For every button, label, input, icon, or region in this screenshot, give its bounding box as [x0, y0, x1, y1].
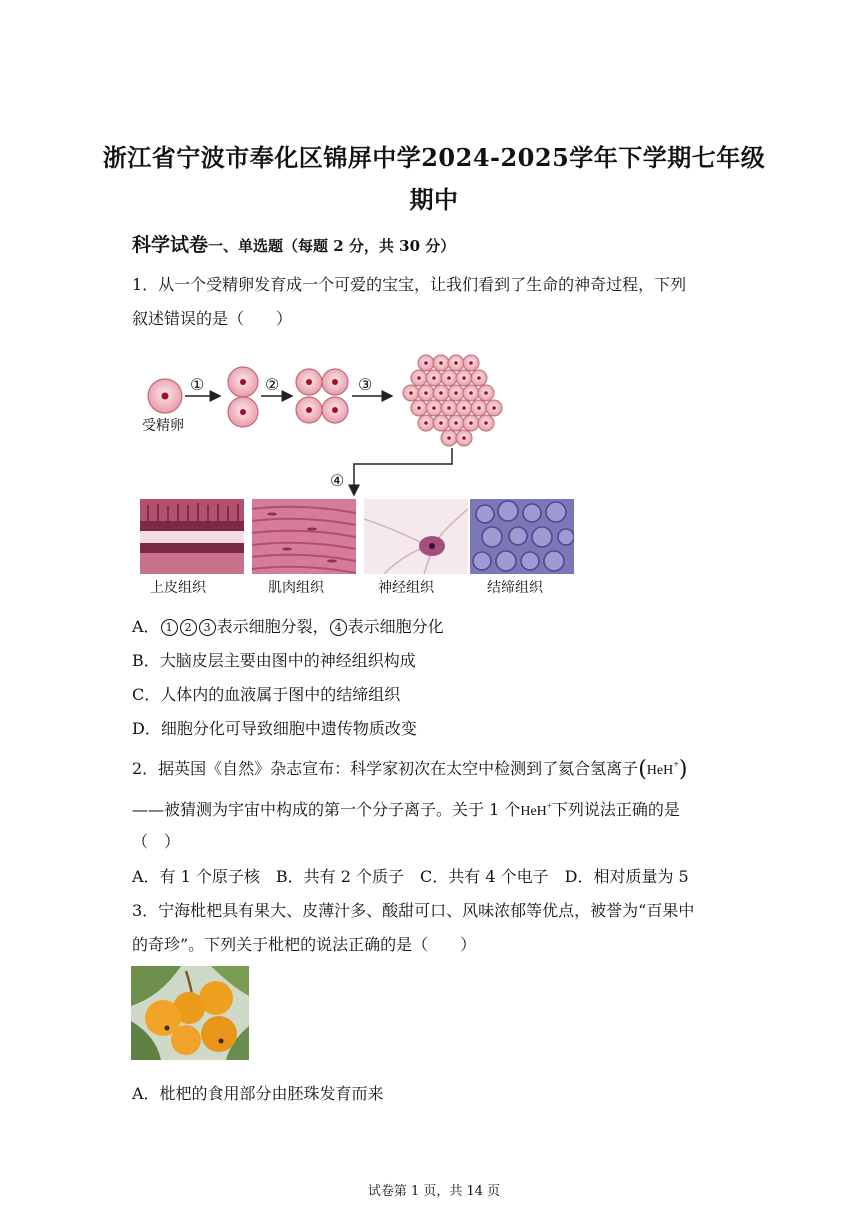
- q1-option-a[interactable]: [132, 614, 444, 637]
- q1-option-d[interactable]: D．细胞分化可导致细胞中遗传物质改变: [132, 719, 417, 738]
- section-note: （每题 2 分，共 30 分）: [283, 237, 456, 255]
- q2-stem-line1: [132, 756, 687, 782]
- document-title-line2: 期中: [409, 185, 459, 214]
- q3-stem-line1: 3．宁海枇杷具有果大、皮薄汁多、酸甜可口、风味浓郁等优点，被誉为“百果中: [132, 901, 695, 920]
- circle-num-1: 1: [161, 619, 178, 636]
- connective-tissue-image: [470, 499, 574, 574]
- muscle-tissue-image: [252, 499, 356, 574]
- nerve-tissue-image: [364, 499, 468, 574]
- q1-option-b[interactable]: B．大脑皮层主要由图中的神经组织构成: [132, 651, 416, 670]
- two-cell-stage: [228, 367, 258, 427]
- zygote-label: 受精卵: [142, 418, 184, 434]
- four-cell-stage: [296, 369, 348, 423]
- formula-charge-inline: +: [546, 800, 552, 811]
- step3-label: ③: [358, 375, 373, 394]
- step4-label: ④: [330, 471, 345, 490]
- paren-close: ): [678, 757, 688, 782]
- circle-num-3: 3: [199, 619, 216, 636]
- option-a-mid: 表示细胞分裂，: [216, 617, 329, 636]
- document-title-line1: 浙江省宁波市奉化区锦屏中学2024-2025学年下学期七年级: [102, 143, 766, 172]
- step1-label: ①: [190, 375, 205, 394]
- paren-open: (: [638, 757, 647, 782]
- option-a-end: 表示细胞分化: [347, 617, 444, 636]
- q3-stem-line2: 的奇珍”。下列关于枇杷的说法正确的是（ ）: [132, 935, 477, 954]
- section-heading: [132, 230, 455, 257]
- q2-stem-text2a: ——被猜测为宇宙中构成的第一个分子离子。关于 1 个: [132, 800, 521, 819]
- tissue-label-epithelial: 上皮组织: [150, 580, 206, 596]
- q2-stem-line2: [132, 797, 680, 820]
- tissue-label-connective: 结缔组织: [487, 580, 543, 596]
- section-prefix: 科学试卷: [132, 234, 209, 256]
- cell-cluster: [403, 355, 502, 446]
- formula-heh-inline: HeH: [520, 804, 547, 819]
- q1-stem-line1: 1．从一个受精卵发育成一个可爱的宝宝，让我们看到了生命的神奇过程，下列: [132, 275, 687, 294]
- q2-options[interactable]: A．有 1 个原子核 B．共有 2 个质子 C．共有 4 个电子 D．相对质量为 5: [132, 867, 689, 886]
- tissue-label-muscle: 肌肉组织: [268, 580, 324, 596]
- page-footer: 试卷第 1 页，共 14 页: [367, 1184, 501, 1199]
- q1-stem-line2: 叙述错误的是（ ）: [132, 309, 293, 328]
- q1-option-c[interactable]: C．人体内的血液属于图中的结缔组织: [132, 685, 401, 704]
- formula-charge: +: [673, 759, 679, 771]
- step2-label: ②: [265, 375, 280, 394]
- circle-num-4: 4: [330, 619, 347, 636]
- circle-num-2: 2: [180, 619, 197, 636]
- zygote-cell: [148, 379, 182, 413]
- option-a-prefix: A．: [132, 617, 160, 636]
- section-main: 一、单选题: [208, 237, 284, 255]
- formula-heh: HeH: [646, 763, 674, 778]
- epithelial-tissue-image: [140, 499, 244, 574]
- tissue-label-nerve: 神经组织: [378, 580, 434, 596]
- q2-stem-line3: （ ）: [132, 832, 181, 851]
- q2-stem-text2b: 下列说法正确的是: [551, 800, 680, 819]
- q2-stem-text1: 2．据英国《自然》杂志宣布：科学家初次在太空中检测到了氦合氢离子: [132, 759, 639, 778]
- q3-option-a[interactable]: A．枇杷的食用部分由胚珠发育而来: [132, 1084, 384, 1103]
- loquat-fruit-image: [131, 966, 249, 1060]
